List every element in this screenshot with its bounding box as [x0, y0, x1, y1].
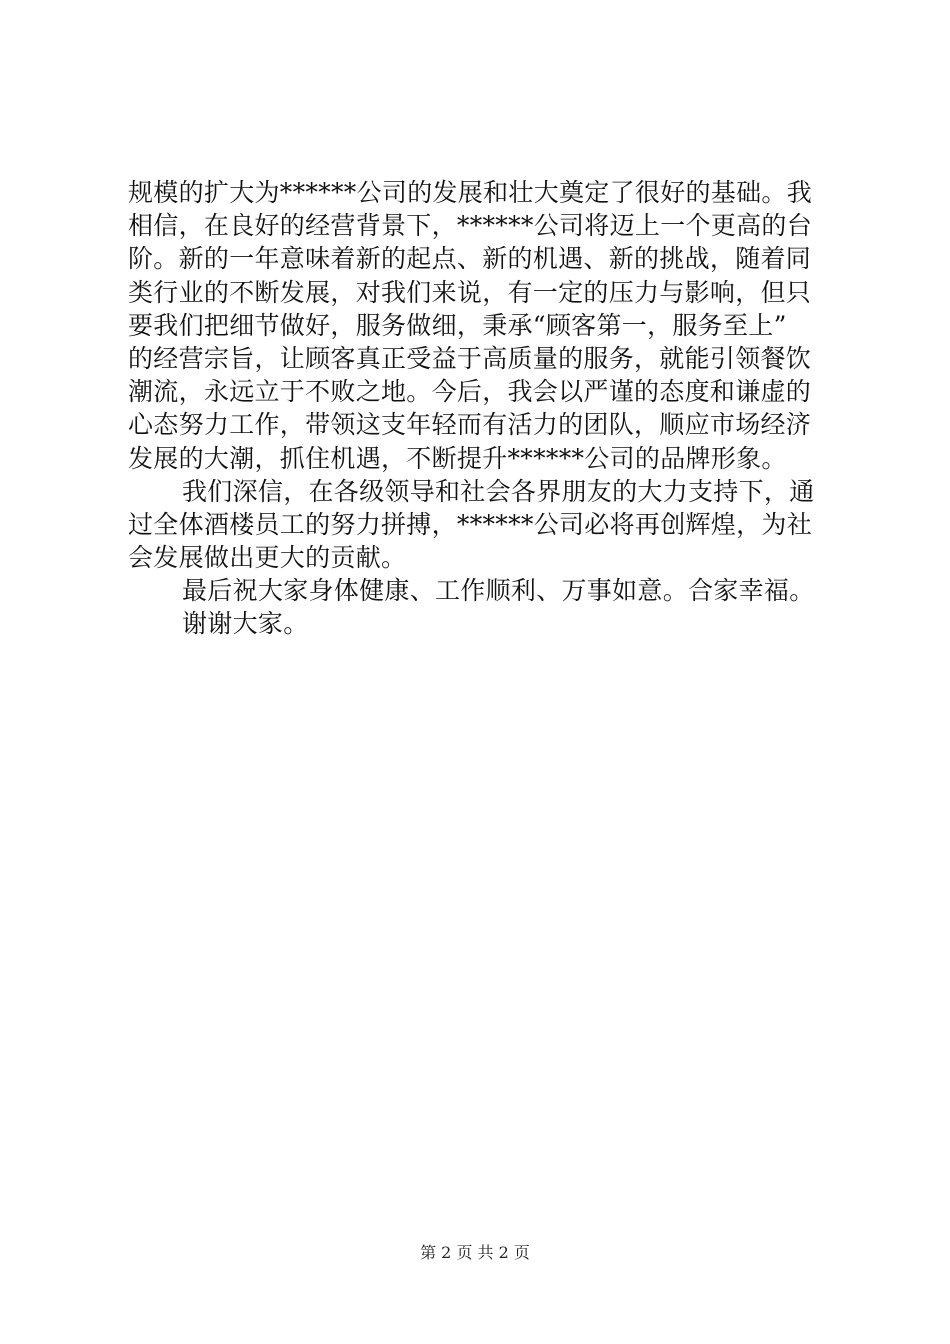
paragraph-line: 类行业的不断发展，对我们来说，有一定的压力与影响，但只 — [128, 277, 812, 307]
paragraph-line: 谢谢大家。 — [182, 609, 309, 639]
page-number-footer: 第 2 页 共 2 页 — [420, 1243, 530, 1262]
paragraph-line: 相信，在良好的经营背景下，******公司将迈上一个更高的台 — [128, 211, 813, 241]
paragraph-line: 发展的大潮，抓住机遇，不断提升******公司的品牌形象。 — [128, 443, 787, 473]
paragraph-line: 潮流，永远立于不败之地。今后，我会以严谨的态度和谦虚的 — [128, 377, 812, 407]
paragraph-line: 最后祝大家身体健康、工作顺利、万事如意。合家幸福。 — [182, 576, 815, 606]
paragraph-line: 阶。新的一年意味着新的起点、新的机遇、新的挑战，随着同 — [128, 244, 812, 274]
paragraph-line: 要我们把细节做好，服务做细，秉承“顾客第一，服务至上” — [128, 310, 787, 340]
paragraph-line: 心态努力工作，带领这支年轻而有活力的团队，顺应市场经济 — [128, 410, 812, 440]
paragraph-line: 会发展做出更大的贡献。 — [128, 543, 407, 573]
document-body — [128, 176, 830, 641]
paragraph-line: 规模的扩大为******公司的发展和壮大奠定了很好的基础。我 — [128, 178, 813, 207]
paragraph-line: 过全体酒楼员工的努力拼搏，******公司必将再创辉煌，为社 — [128, 509, 813, 539]
paragraph-line: 我们深信，在各级领导和社会各界朋友的大力支持下，通 — [182, 476, 815, 506]
paragraph-line: 的经营宗旨，让顾客真正受益于高质量的服务，就能引领餐饮 — [128, 343, 812, 373]
